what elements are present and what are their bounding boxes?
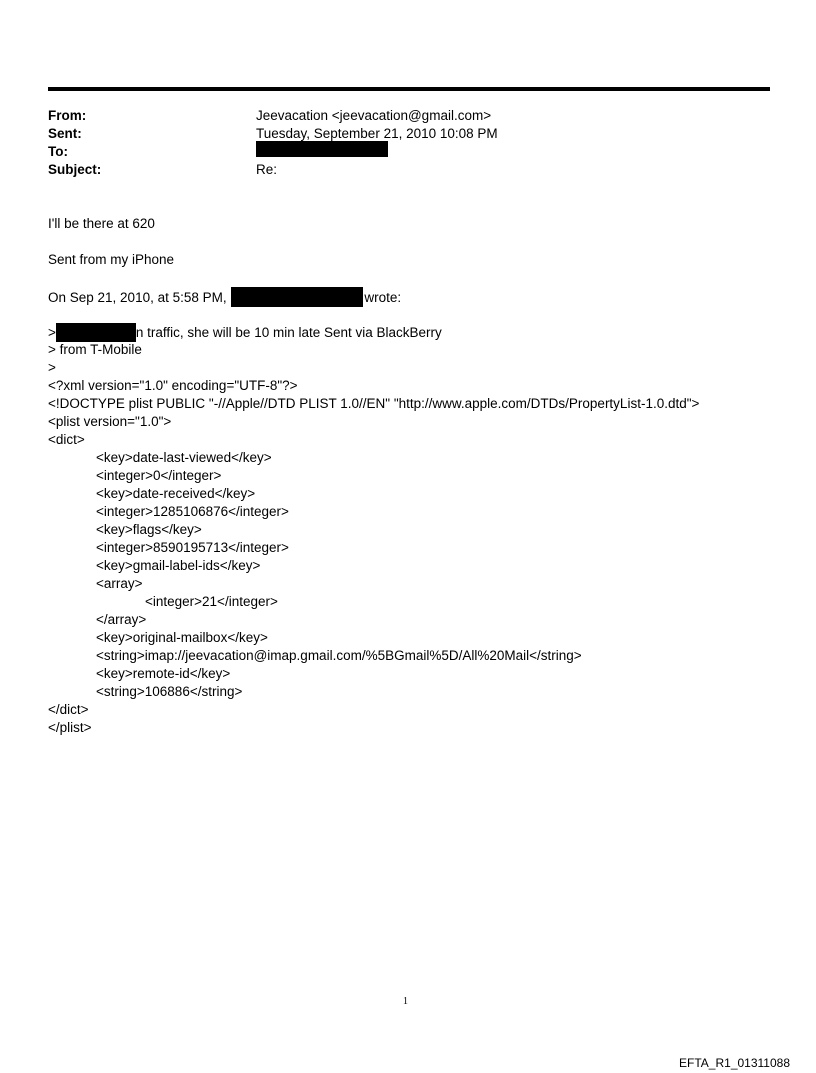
plist-line: </array> <box>96 612 147 627</box>
plist-line: <plist version="1.0"> <box>48 414 172 429</box>
to-value <box>256 143 388 161</box>
redaction-box <box>231 287 363 307</box>
plist-line: <integer>1285106876</integer> <box>96 504 289 519</box>
to-label: To: <box>48 144 68 159</box>
plist-line: <key>remote-id</key> <box>96 666 231 681</box>
header-divider <box>48 87 770 91</box>
plist-line: <string>imap://jeevacation@imap.gmail.com/%5BGmail%5D/All%20Mail</string> <box>96 648 582 663</box>
document-id: EFTA_R1_01311088 <box>679 1056 790 1070</box>
plist-line: <string>106886</string> <box>96 684 243 699</box>
page-number: 1 <box>403 996 408 1007</box>
plist-line: <key>gmail-label-ids</key> <box>96 558 261 573</box>
plist-line: <!DOCTYPE plist PUBLIC "-//Apple//DTD PLIST 1.0//EN" "http://www.apple.com/DTDs/PropertyList-1.0.dtd"> <box>48 396 700 411</box>
from-value: Jeevacation <jeevacation@gmail.com> <box>256 108 492 123</box>
signature-line: Sent from my iPhone <box>48 252 175 267</box>
sent-label: Sent: <box>48 126 82 141</box>
plist-line: <key>date-last-viewed</key> <box>96 450 272 465</box>
plist-line: <integer>21</integer> <box>145 594 278 609</box>
plist-line: </plist> <box>48 720 92 735</box>
quoted-line: > <box>48 360 56 375</box>
redaction-box <box>256 141 388 157</box>
sent-value: Tuesday, September 21, 2010 10:08 PM <box>256 126 498 141</box>
redaction-box <box>56 323 136 342</box>
quoted-line: > from T-Mobile <box>48 342 142 357</box>
quoted-message <box>48 323 699 737</box>
plist-line: </dict> <box>48 702 89 717</box>
subject-value: Re: <box>256 162 278 177</box>
quoted-line <box>48 323 699 341</box>
attribution-line <box>48 287 401 307</box>
attribution-suffix: wrote: <box>364 290 402 305</box>
plist-line: <key>original-mailbox</key> <box>96 630 268 645</box>
subject-label: Subject: <box>48 162 102 177</box>
plist-line: <array> <box>96 576 143 591</box>
plist-line: <?xml version="1.0" encoding="UTF-8"?> <box>48 378 298 393</box>
from-label: From: <box>48 108 87 123</box>
plist-line: <integer>8590195713</integer> <box>96 540 289 555</box>
plist-line: <key>date-received</key> <box>96 486 256 501</box>
quoted-text: n traffic, she will be 10 min late Sent via BlackBerry <box>135 325 442 340</box>
reply-line: I'll be there at 620 <box>48 216 155 231</box>
plist-line: <key>flags</key> <box>96 522 202 537</box>
attribution-prefix: On Sep 21, 2010, at 5:58 PM, <box>48 290 227 305</box>
plist-line: <integer>0</integer> <box>96 468 222 483</box>
plist-line: <dict> <box>48 432 85 447</box>
quote-marker: > <box>48 325 56 340</box>
